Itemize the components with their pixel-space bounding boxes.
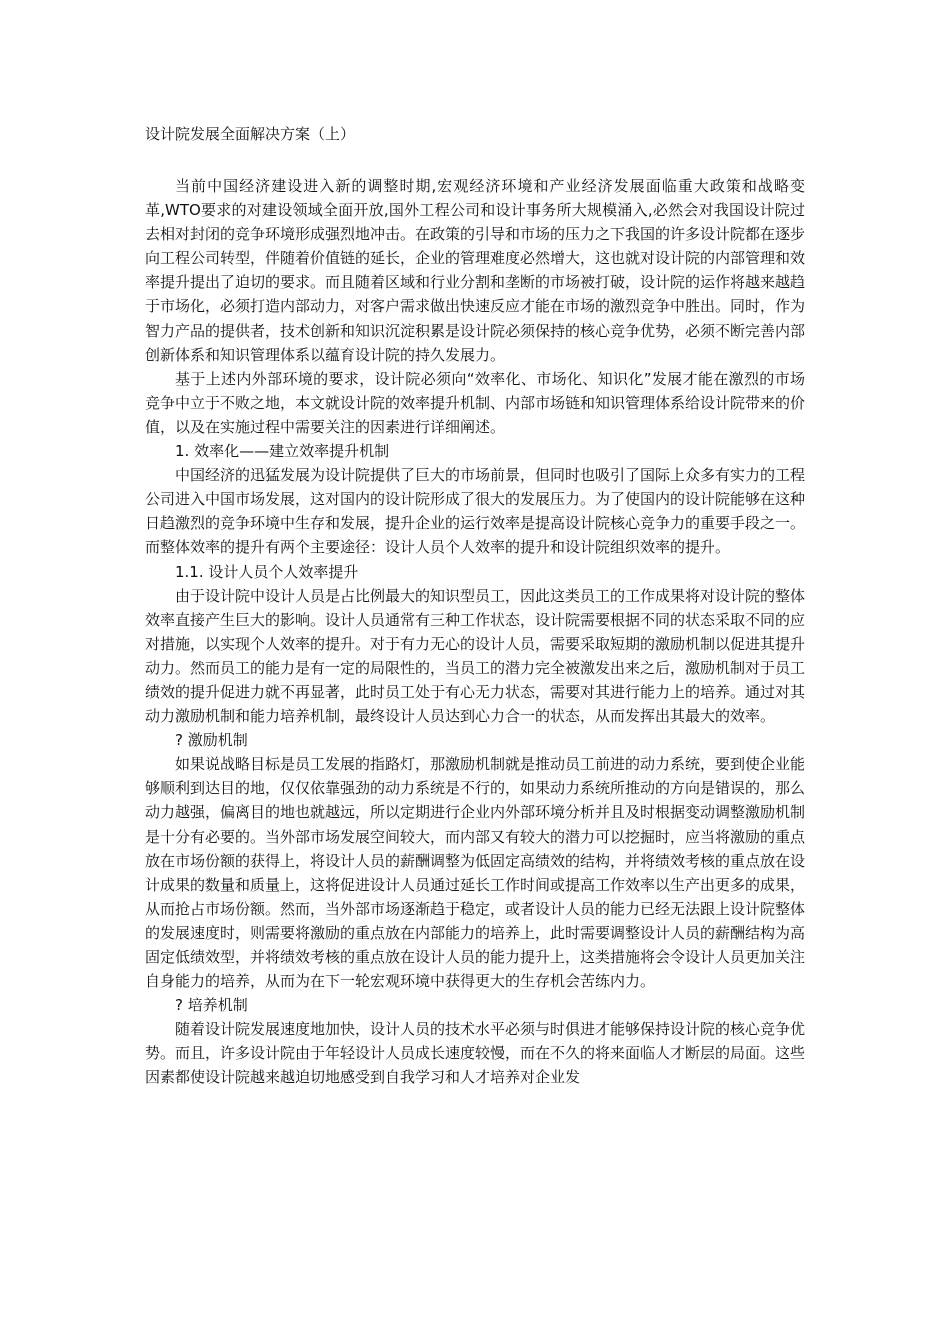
section-heading-efficiency: 1. 效率化——建立效率提升机制	[175, 442, 390, 461]
personal-efficiency-paragraph: 由于设计院中设计人员是占比例最大的知识型员工，因此这类员工的工作成果将对设计院的整体效率直接产生巨大的影响。设计人员通常有三种工作状态，设计院需要根据不同的状态采取不同的应对措施，以实现个人效率的提升。对于有力无心的设计人员，需要采取短期的激励机制以促进其提升动力。然而员工的能力是有一定的局限性的，当员工的潜力完全被激发出来之后，激励机制对于员工绩效的提升促进力就不再显著，此时员工处于有心无力状态，需要对其进行能力上的培养。通过对其动力激励机制和能力培养机制，最终设计人员达到心力合一的状态，从而发挥出其最大的效率。	[145, 586, 806, 726]
intro-paragraph: 当前中国经济建设进入新的调整时期,宏观经济环境和产业经济发展面临重大政策和战略变革,WTO要求的对建设领域全面开放,国外工程公司和设计事务所大规模涌入,必然会对我国设计院过去相对封闭的竞争环境形成强烈地冲击。在政策的引导和市场的压力之下我国的许多设计院都在逐步向工程公司转型，伴随着价值链的延长，企业的管理难度必然增大，这也就对设计院的内部管理和效率提升提出了迫切的要求。而且随着区域和行业分割和垄断的市场被打破，设计院的运作将越来越趋于市场化，必须打造内部动力，对客户需求做出快速反应才能在市场的激烈竞争中胜出。同时，作为智力产品的提供者，技术创新和知识沉淀积累是设计院必须保持的核心竞争优势，必须不断完善内部创新体系和知识管理体系以蕴育设计院的持久发展力。	[145, 177, 806, 364]
document-title: 设计院发展全面解决方案（上）	[145, 125, 356, 143]
efficiency-paragraph: 中国经济的迅猛发展为设计院提供了巨大的市场前景，但同时也吸引了国际上众多有实力的工程公司进入中国市场发展，这对国内的设计院形成了很大的发展压力。为了使国内的设计院能够在这种日趋激烈的竞争环境中生存和发展，提升企业的运行效率是提高设计院核心竞争力的重要手段之一。而整体效率的提升有两个主要途径：设计人员个人效率的提升和设计院组织效率的提升。	[145, 466, 806, 557]
subsection-heading-personal-efficiency: 1.1. 设计人员个人效率提升	[175, 562, 359, 581]
bullet-heading-incentive: ? 激励机制	[175, 731, 248, 750]
document-page	[145, 122, 805, 1090]
bullet-heading-training: ? 培养机制	[175, 996, 248, 1015]
incentive-paragraph: 如果说战略目标是员工发展的指路灯，那激励机制就是推动员工前进的动力系统，要到使企业能够顺利到达目的地，仅仅依靠强劲的动力系统是不行的，如果动力系统所推动的方向是错误的，那么动力越强，偏离目的地也就越远，所以定期进行企业内外部环境分析并且及时根据变动调整激励机制是十分有必要的。当外部市场发展空间较大，而内部又有较大的潜力可以挖掘时，应当将激励的重点放在市场份额的获得上，将设计人员的薪酬调整为低固定高绩效的结构，并将绩效考核的重点放在设计成果的数量和质量上，这将促进设计人员通过延长工作时间或提高工作效率以生产出更多的成果，从而抢占市场份额。然而，当外部市场逐渐趋于稳定，或者设计人员的能力已经无法跟上设计院整体的发展速度时，则需要将激励的重点放在内部能力的培养上，此时需要调整设计人员的薪酬结构为高固定低绩效型，并将绩效考核的重点放在设计人员的能力提升上，这类措施将会令设计人员更加关注自身能力的培养，从而为在下一轮宏观环境中获得更大的生存机会苦练内力。	[145, 755, 806, 991]
training-paragraph: 随着设计院发展速度地加快，设计人员的技术水平必须与时俱进才能够保持设计院的核心竞争优势。而且，许多设计院由于年轻设计人员成长速度较慢，而在不久的将来面临人才断层的局面。这些因素都使设计院越来越迫切地感受到自我学习和人才培养对企业发	[145, 1020, 806, 1087]
context-paragraph: 基于上述内外部环境的要求，设计院必须向“效率化、市场化、知识化”发展才能在激烈的市场竞争中立于不败之地，本文就设计院的效率提升机制、内部市场链和知识管理体系给设计院带来的价值，以及在实施过程中需要关注的因素进行详细阐述。	[145, 369, 806, 436]
